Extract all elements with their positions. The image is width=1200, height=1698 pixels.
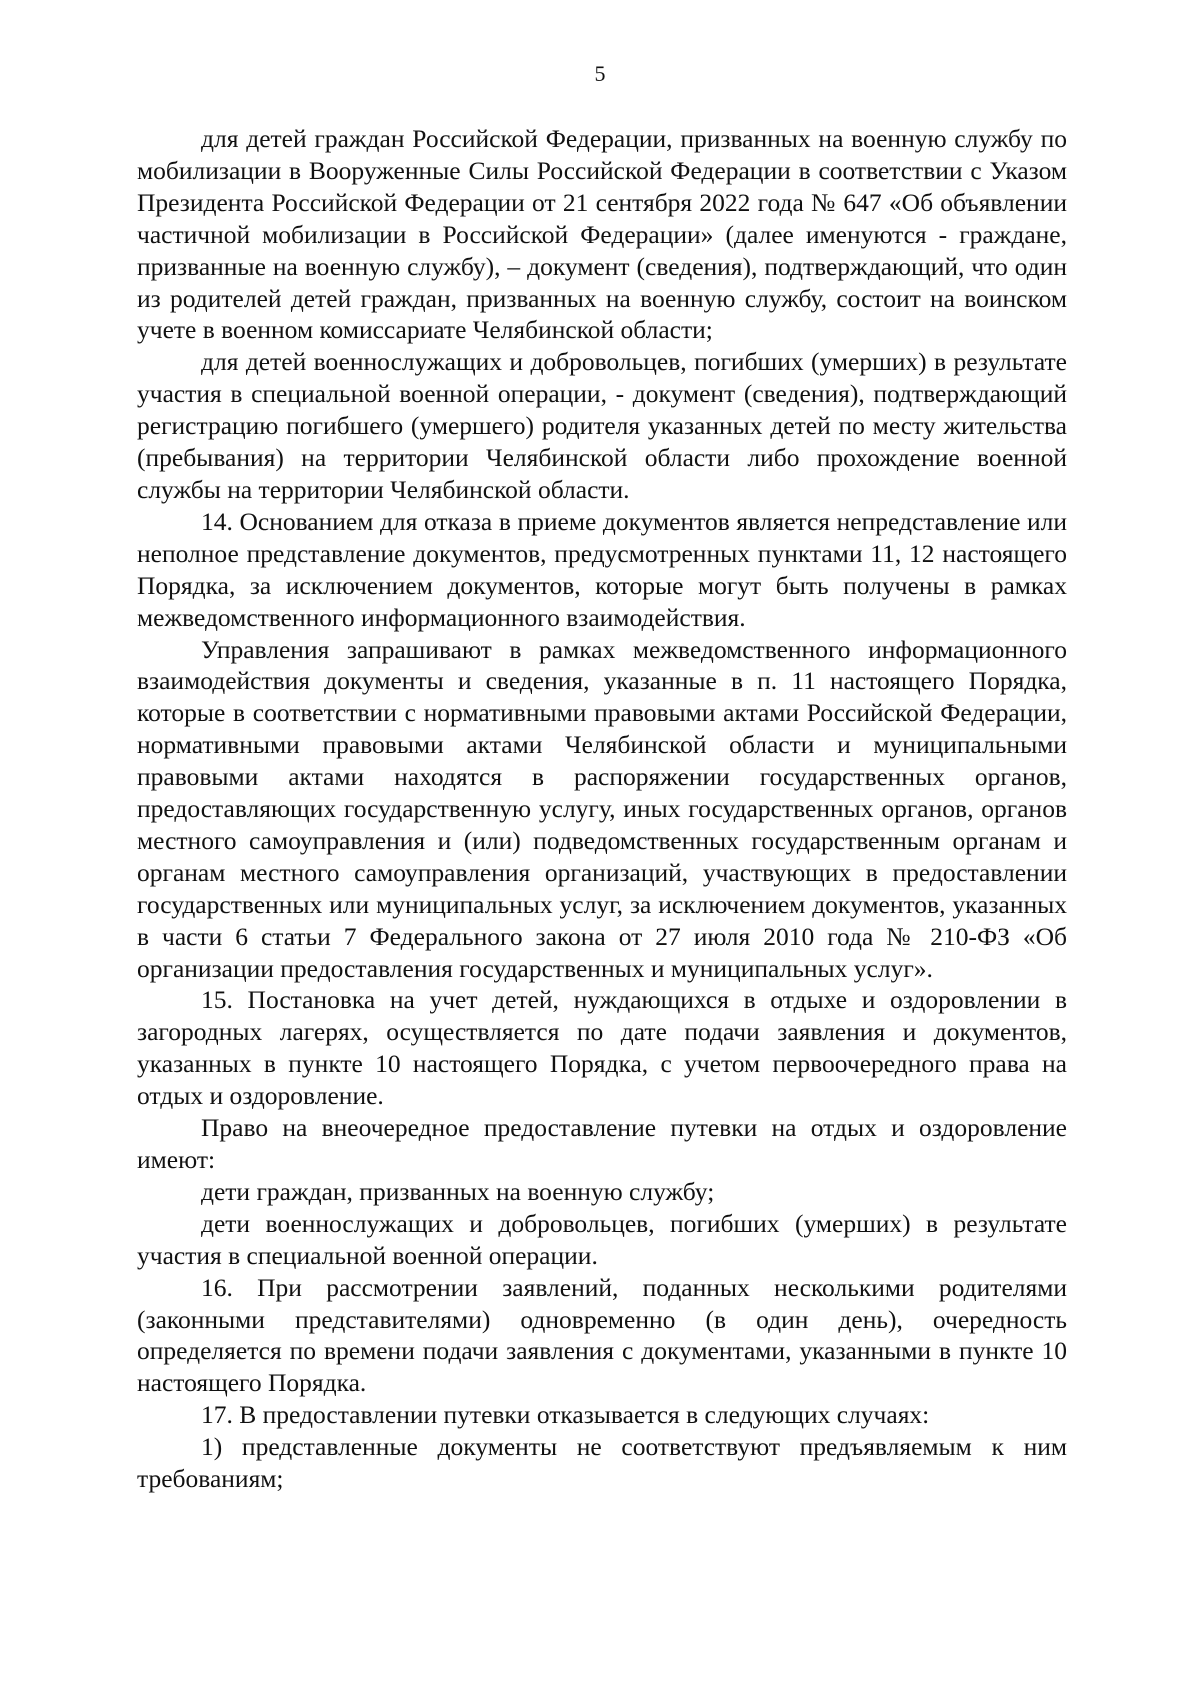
page-number: 5 <box>594 61 606 86</box>
paragraph: 1) представленные документы не соответствуют предъявляемым к ним требованиям; <box>137 1432 1067 1494</box>
paragraph: 17. В предоставлении путевки отказывается в следующих случаях: <box>201 1400 930 1430</box>
document-body <box>137 123 1067 1495</box>
paragraph: Управления запрашивают в рамках межведомственного информационного взаимодействия документы и сведения, указанные в п. 11 настоящего Порядка, которые в соответствии с нормативными правовыми актами Российской Федерации, нормативными правовыми актами Челябинской области и муниципальными правовыми актами находятся в распоряжении государственных органов, предоставляющих государственную услугу, иных государственных органов, органов местного самоуправления и (или) подведомственных государственным органам и органам местного самоуправления организаций, участвующих в предоставлении государственных или муниципальных услуг, за исключением документов, указанных в части 6 статьи 7 Федерального закона от 27 июля 2010 года № 210-ФЗ «Об организации предоставления государственных и муниципальных услуг». <box>137 634 1067 983</box>
paragraph: для детей граждан Российской Федерации, призванных на военную службу по мобилизации в Вооруженные Силы Российской Федерации в соответствии с Указом Президента Российской Федерации от 21 сентября 2022 года № 647 «Об объявлении частичной мобилизации в Российской Федерации» (далее именуются - граждане, призванные на военную службу), – документ (сведения), подтверждающий, что один из родителей детей граждан, призванных на военную службу, состоит на воинском учете в военном комиссариате Челябинской области; <box>137 124 1067 345</box>
paragraph: 14. Основанием для отказа в приеме документов является непредставление или неполное представление документов, предусмотренных пунктами 11, 12 настоящего Порядка, за исключением документов, которые могут быть получены в рамках межведомственного информационного взаимодействия. <box>137 506 1067 632</box>
paragraph: Право на внеочередное предоставление путевки на отдых и оздоровление имеют: <box>137 1113 1067 1174</box>
paragraph: дети граждан, призванных на военную службу; <box>201 1176 715 1206</box>
paragraph: для детей военнослужащих и добровольцев, погибших (умерших) в результате участия в специальной военной операции, - документ (сведения), подтверждающий регистрацию погибшего (умершего) родителя указанных детей по месту жительства (пребывания) на территории Челябинской области либо прохождение военной службы на территории Челябинской области. <box>137 347 1067 504</box>
paragraph: 16. При рассмотрении заявлений, поданных несколькими родителями (законными представителями) одновременно (в один день), очередность определяется по времени подачи заявления с документами, указанными в пункте 10 настоящего Порядка. <box>137 1272 1067 1398</box>
paragraph: дети военнослужащих и добровольцев, погибших (умерших) в результате участия в специальной военной операции. <box>137 1208 1067 1270</box>
paragraph: 15. Постановка на учет детей, нуждающихся в отдыхе и оздоровлении в загородных лагерях, осуществляется по дате подачи заявления и документов, указанных в пункте 10 настоящего Порядка, с учетом первоочередного права на отдых и оздоровление. <box>137 985 1067 1111</box>
